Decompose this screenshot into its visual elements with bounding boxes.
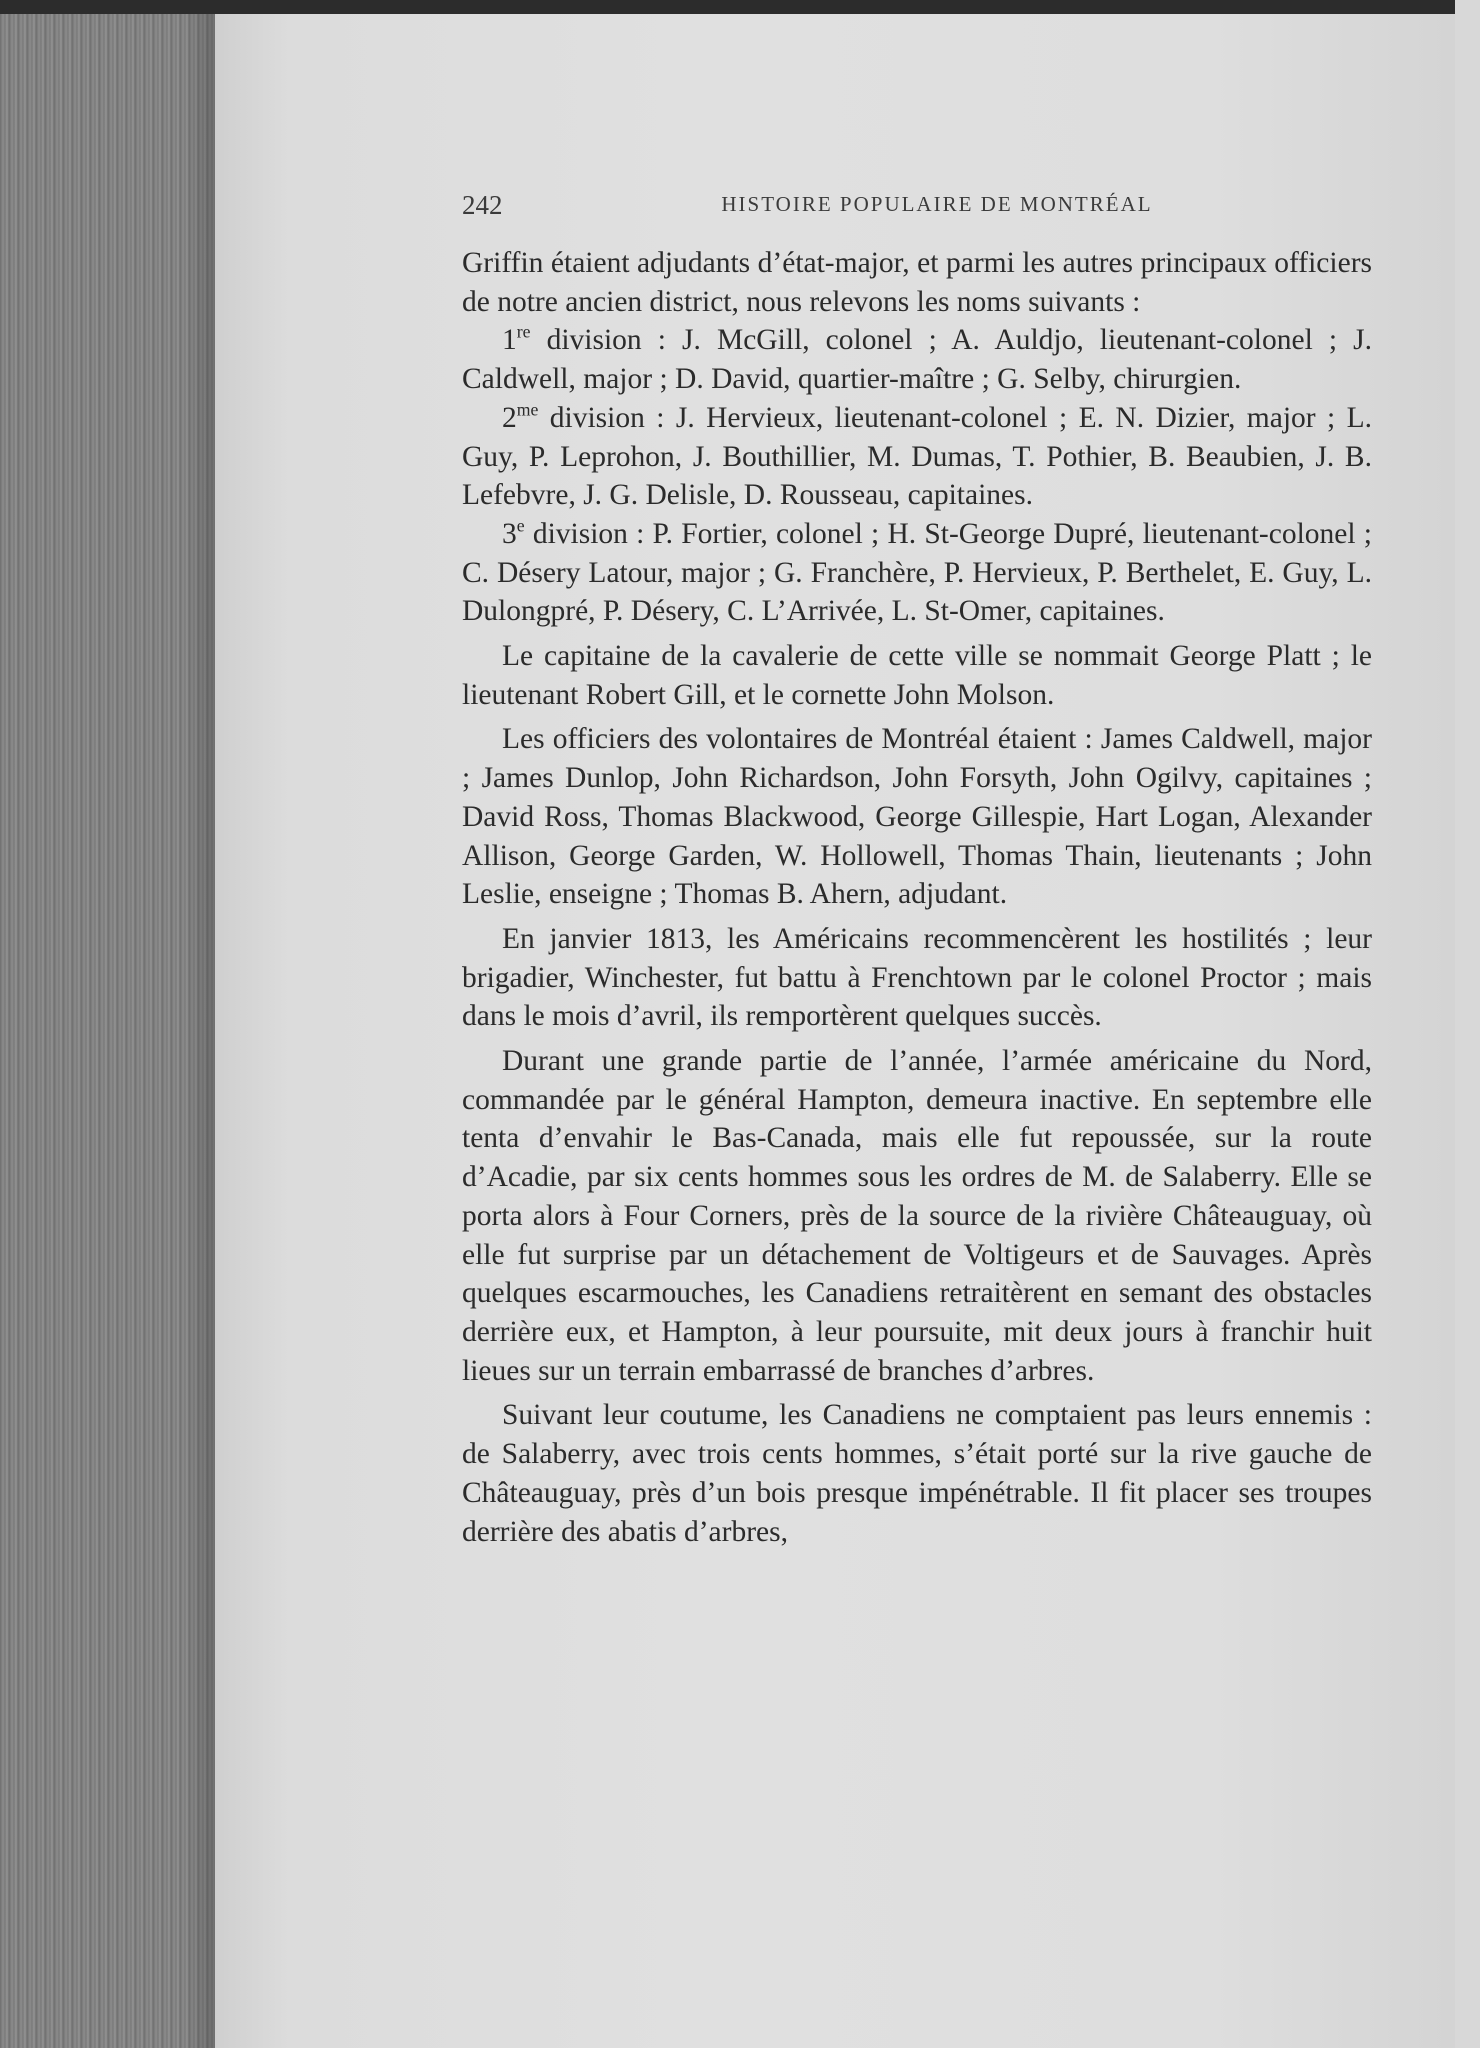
paragraph-text: division : J. McGill, colonel ; A. Auldjo, lieutenant-colonel ; J. Caldwell, major ; D. David, quartier-maître ; G. Selby, chirurgien. <box>462 324 1372 396</box>
division-number: 1 <box>502 324 517 357</box>
paragraph <box>462 720 1372 914</box>
paragraph-text: Les officiers des volontaires de Montréal étaient : James Caldwell, major ; James Dunlop, John Richardson, John Forsyth, John Ogilvy, capitaines ; David Ross, Thomas Blackwood, George Gillespie, Hart Logan, Alexander Allison, George Garden, W. Hollowell, Thomas Thain, lieutenants ; John Leslie, enseigne ; Thomas B. Ahern, adjudant. <box>462 723 1372 911</box>
paragraph-text: Le capitaine de la cavalerie de cette ville se nommait George Platt ; le lieutenant Robert Gill, et le cornette John Molson. <box>462 640 1372 711</box>
paragraph <box>462 1042 1372 1390</box>
paragraph-text: division : J. Hervieux, lieutenant-colonel ; E. N. Dizier, major ; L. Guy, P. Leprohon, J. Bouthillier, M. Dumas, T. Pothier, B. Beaubien, J. B. Lefebvre, J. G. Delisle, D. Rousseau, capitaines. <box>462 401 1372 512</box>
ordinal-suffix: e <box>516 515 525 536</box>
ordinal-suffix: re <box>516 321 531 342</box>
paragraph-text: En janvier 1813, les Américains recommencèrent les hostilités ; leur brigadier, Winchester, fut battu à Frenchtown par le colonel Proctor ; mais dans le mois d’avril, ils remportèrent quelques succès. <box>462 922 1372 1033</box>
scan-right-margin <box>1455 0 1480 2048</box>
paragraph <box>462 1396 1372 1551</box>
running-title: HISTOIRE POPULAIRE DE MONTRÉAL <box>721 192 1153 216</box>
scan-top-shadow <box>0 0 1480 14</box>
paragraph <box>462 920 1372 1036</box>
paragraph-text: Suivant leur coutume, les Canadiens ne comptaient pas leurs ennemis : de Salaberry, avec trois cents hommes, s’était porté sur la rive gauche de Châteauguay, près d’un bois presque impénétrable. Il fit placer ses troupes derrière des abatis d’arbres, <box>462 1399 1372 1548</box>
division-number: 3 <box>502 517 517 550</box>
division-number: 2 <box>502 401 517 434</box>
body-text <box>462 244 1372 1551</box>
book-page-edges <box>0 14 215 2048</box>
paragraph <box>462 321 1372 398</box>
ordinal-suffix: me <box>516 399 539 420</box>
paragraph-text: division : P. Fortier, colonel ; H. St-George Dupré, lieutenant-colonel ; C. Désery Latour, major ; G. Franchère, P. Hervieux, P. Berthelet, E. Guy, L. Dulongpré, P. Désery, C. L’Arrivée, L. St-Omer, capitaines. <box>462 517 1372 628</box>
page-number: 242 <box>462 190 503 220</box>
paragraph <box>462 399 1372 515</box>
paragraph-text: Durant une grande partie de l’année, l’armée américaine du Nord, commandée par le général Hampton, demeura inactive. En septembre elle tenta d’envahir le Bas-Canada, mais elle fut repoussée, sur la route d’Acadie, par six cents hommes sous les ordres de M. de Salaberry. Elle se porta alors à Four Corners, près de la source de la rivière Châteauguay, où elle fut surprise par un détachement de Voltigeurs et de Sauvages. Après quelques escarmouches, les Canadiens retraitèrent en semant des obstacles derrière eux, et Hampton, à leur poursuite, mit deux jours à franchir huit lieues sur un terrain embarrassé de branches d’arbres. <box>462 1045 1372 1387</box>
paragraph <box>462 244 1372 321</box>
paragraph <box>462 637 1372 714</box>
paragraph <box>462 515 1372 631</box>
page-header <box>462 190 1372 230</box>
paragraph-text: Griffin étaient adjudants d’état-major, et parmi les autres principaux officiers de notre ancien district, nous relevons les noms suivants : <box>462 247 1372 318</box>
